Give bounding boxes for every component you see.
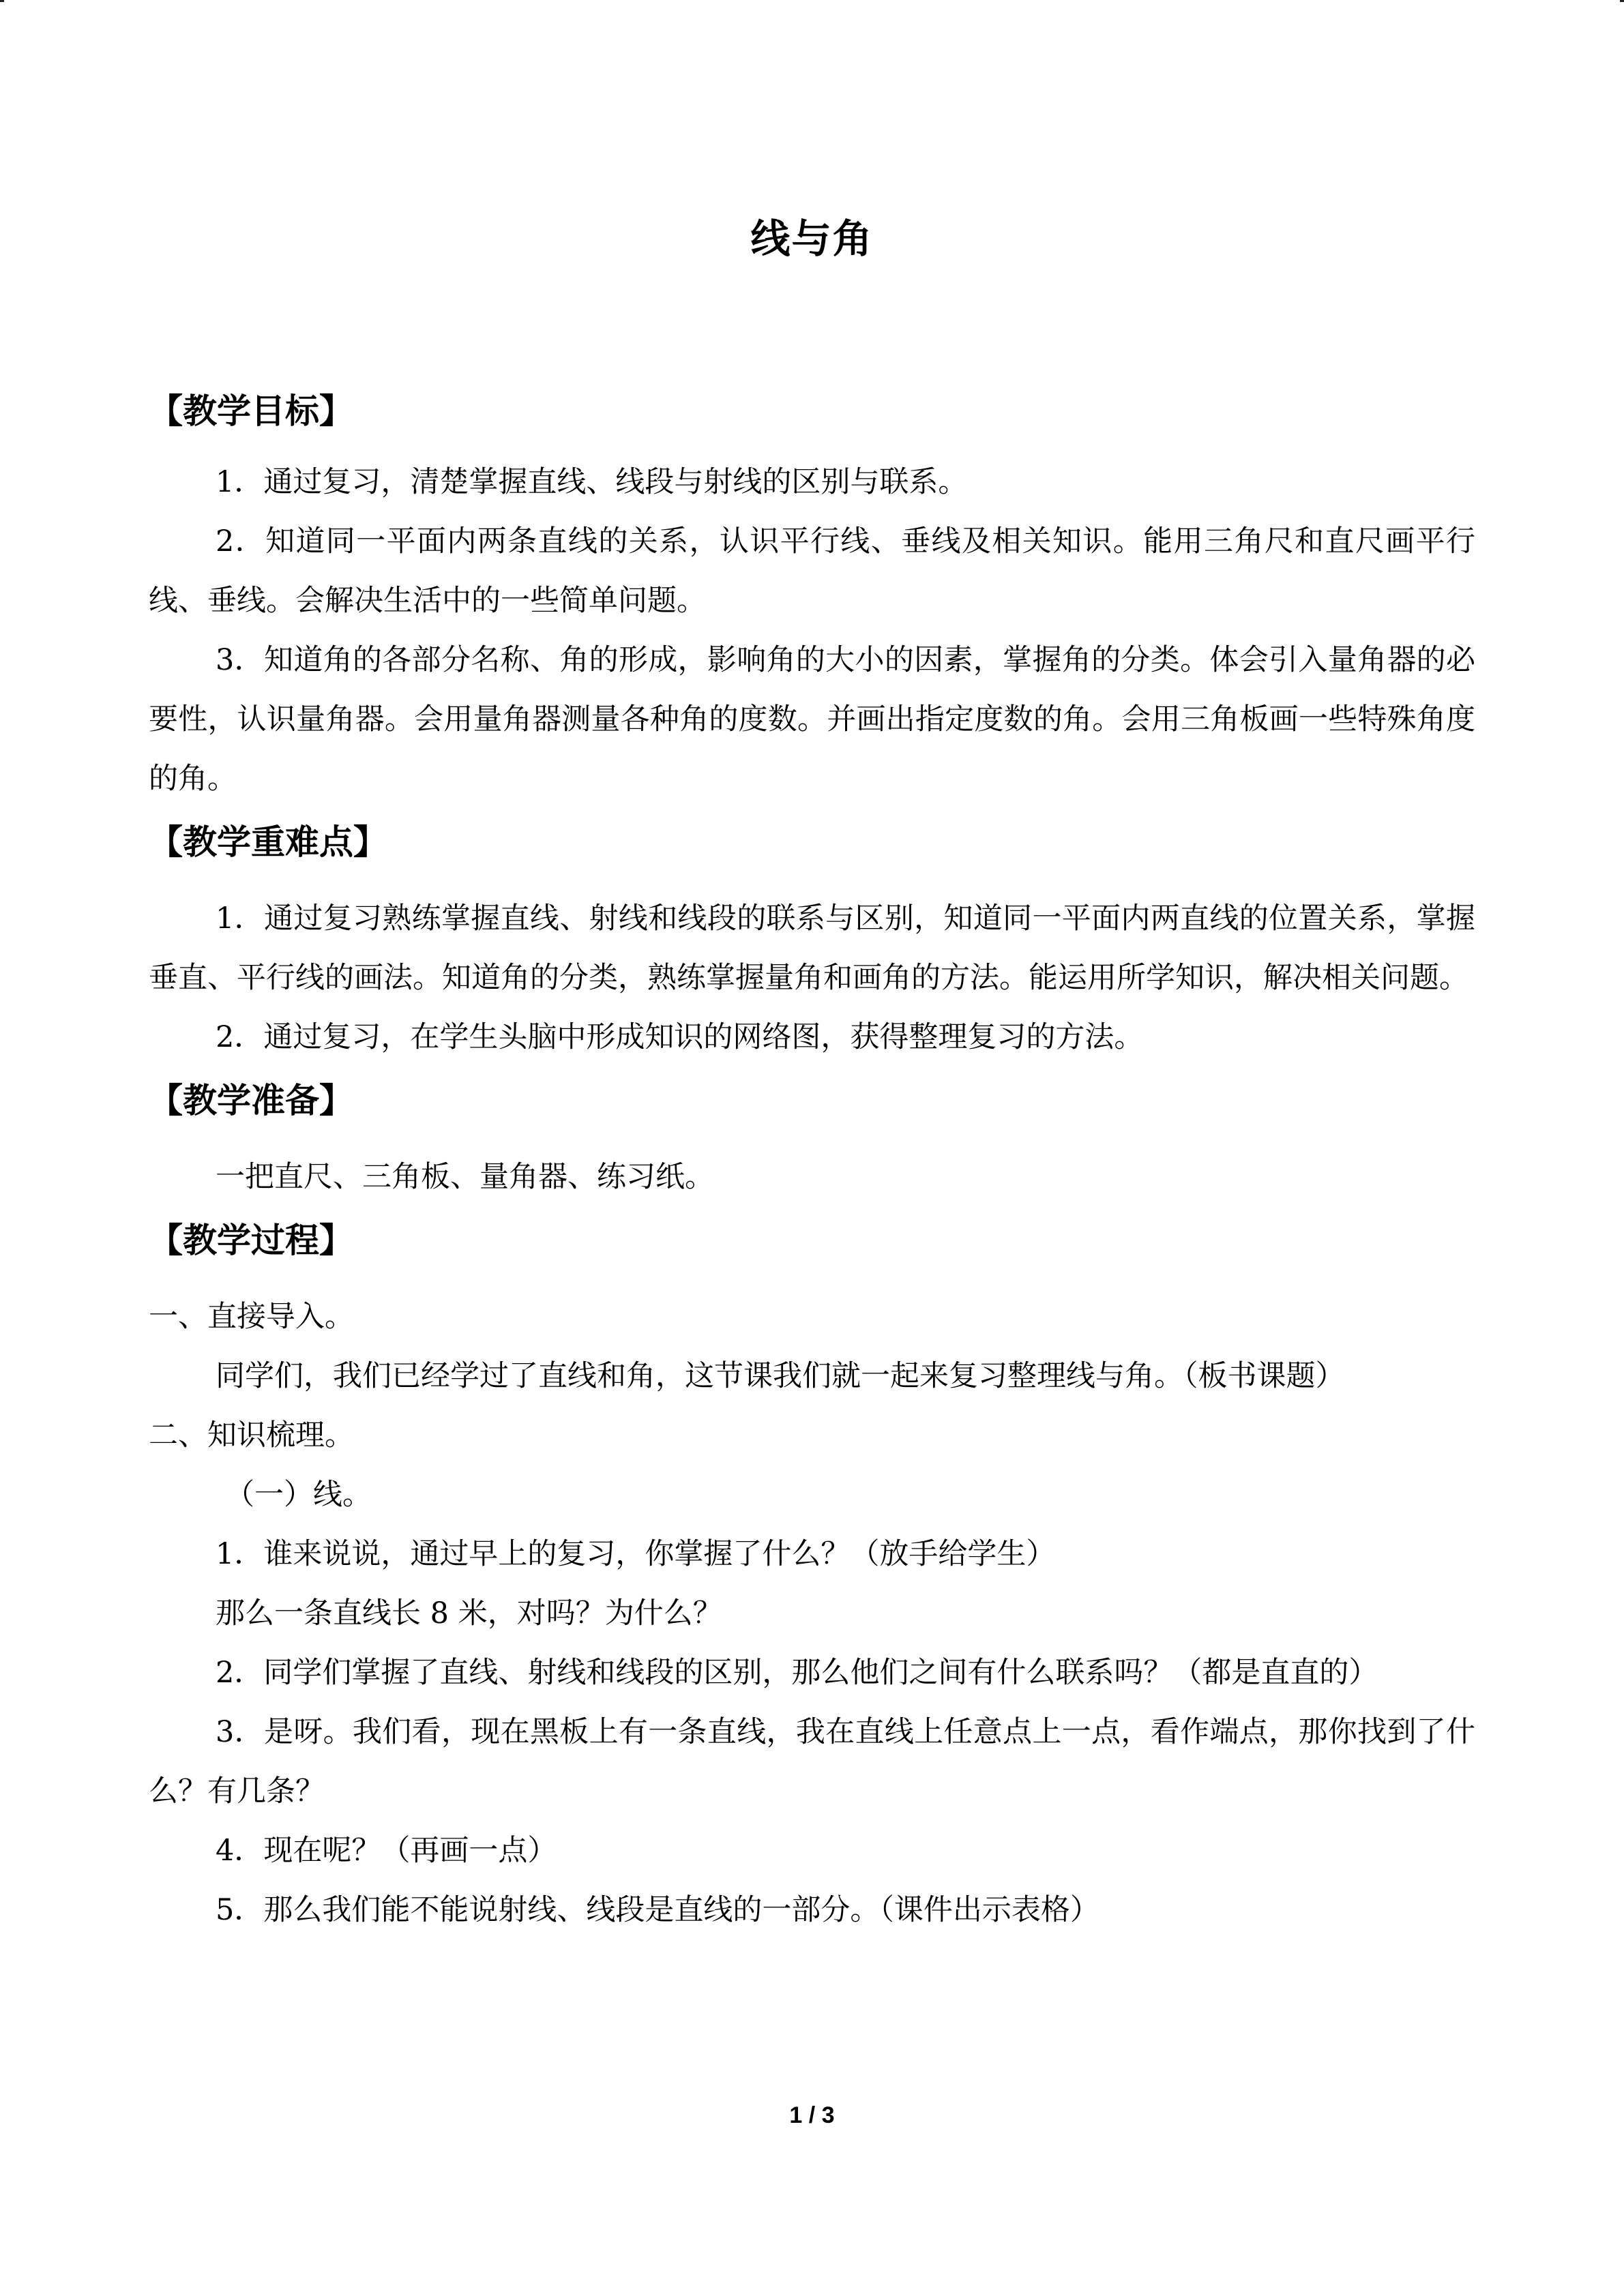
page-corner-left xyxy=(0,0,4,2)
process-line-5: 1．谁来说说，通过早上的复习，你掌握了什么？（放手给学生） xyxy=(216,1537,1056,1571)
heading-objectives: 【教学目标】 xyxy=(149,391,353,431)
key-point-1: 1．通过复习熟练掌握直线、射线和线段的联系与区别，知道同一平面内两直线的位置关系，掌握垂直、平行线的画法。知道角的分类，熟练掌握量角和画角的方法。能运用所学知识，解决相关问题。 xyxy=(149,901,1475,995)
page-number: 1 / 3 xyxy=(789,2102,835,2128)
objective-3: 3．知道角的各部分名称、角的形成，影响角的大小的因素，掌握角的分类。体会引入量角器的必要性，认识量角器。会用量角器测量各种角的度数。并画出指定度数的角。会用三角板画一些特殊角度的角。 xyxy=(149,643,1475,796)
process-line-4: （一）线。 xyxy=(225,1478,372,1512)
document-body xyxy=(149,382,1475,1940)
process-line-6: 那么一条直线长 8 米，对吗？为什么？ xyxy=(216,1596,722,1630)
preparation-text: 一把直尺、三角板、量角器、练习纸。 xyxy=(216,1160,714,1194)
document-title: 线与角 xyxy=(750,215,874,262)
process-line-9: 4．现在呢？（再画一点） xyxy=(216,1834,557,1868)
heading-key-points: 【教学重难点】 xyxy=(149,822,387,862)
objective-1: 1．通过复习，清楚掌握直线、线段与射线的区别与联系。 xyxy=(216,465,968,499)
process-line-1: 一、直接导入。 xyxy=(149,1300,354,1334)
process-line-7: 2．同学们掌握了直线、射线和线段的区别，那么他们之间有什么联系吗？（都是直直的） xyxy=(216,1656,1378,1690)
heading-preparation: 【教学准备】 xyxy=(149,1081,353,1120)
heading-process: 【教学过程】 xyxy=(149,1221,353,1260)
objective-2: 2．知道同一平面内两条直线的关系，认识平行线、垂线及相关知识。能用三角尺和直尺画平行线、垂线。会解决生活中的一些简单问题。 xyxy=(149,524,1475,618)
process-line-2: 同学们，我们已经学过了直线和角，这节课我们就一起来复习整理线与角。（板书课题） xyxy=(216,1359,1345,1393)
process-line-3: 二、知识梳理。 xyxy=(149,1418,354,1452)
process-line-8: 3．是呀。我们看，现在黑板上有一条直线，我在直线上任意点上一点，看作端点，那你找到了什么？有几条？ xyxy=(149,1715,1475,1808)
page-corner-right xyxy=(1620,0,1624,2)
process-line-10: 5．那么我们能不能说射线、线段是直线的一部分。（课件出示表格） xyxy=(216,1893,1099,1927)
key-point-2: 2．通过复习，在学生头脑中形成知识的网络图，获得整理复习的方法。 xyxy=(216,1020,1144,1054)
